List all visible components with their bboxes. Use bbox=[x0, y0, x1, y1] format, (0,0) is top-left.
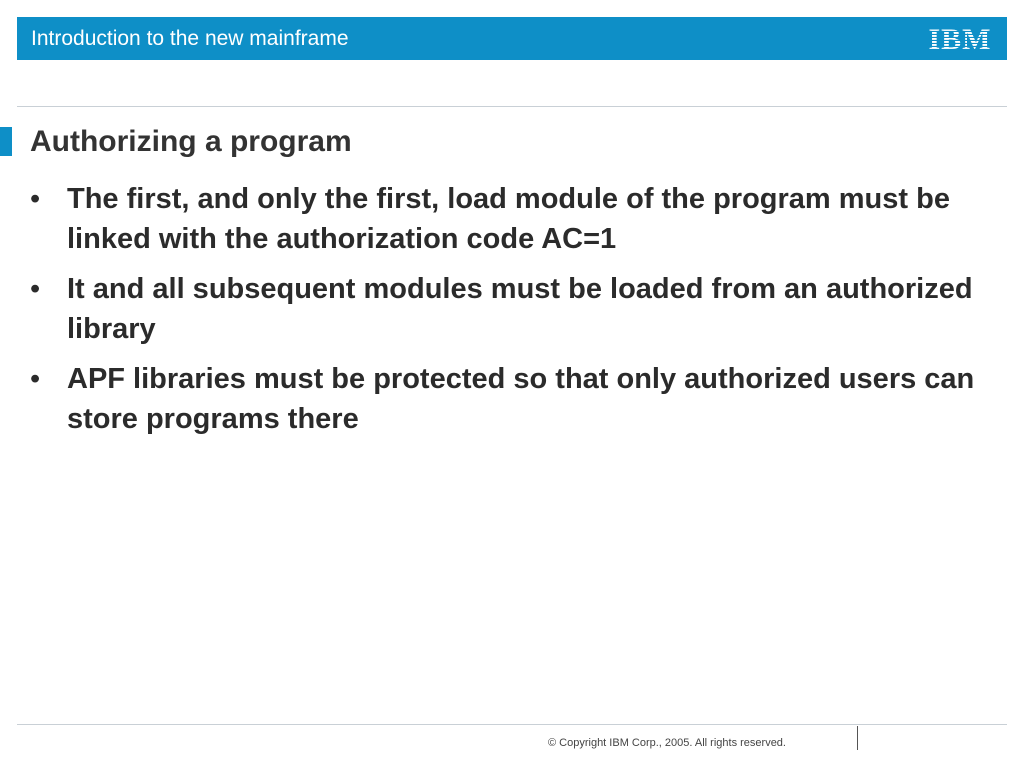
bullet-marker: • bbox=[30, 363, 41, 395]
footer-divider bbox=[857, 726, 858, 750]
title-accent-bar bbox=[0, 127, 12, 156]
bullet-list bbox=[30, 179, 990, 449]
bullet-marker: • bbox=[30, 183, 41, 215]
bullet-item bbox=[30, 269, 990, 349]
slide-title: Authorizing a program bbox=[30, 125, 352, 158]
bullet-item bbox=[30, 359, 990, 439]
bullet-text: APF libraries must be protected so that only authorized users can store programs there bbox=[67, 363, 975, 435]
copyright-notice: © Copyright IBM Corp., 2005. All rights reserved. bbox=[548, 737, 786, 749]
svg-text:IBM: IBM bbox=[928, 23, 992, 53]
bullet-item bbox=[30, 179, 990, 259]
bottom-divider bbox=[17, 724, 1007, 725]
bullet-text: It and all subsequent modules must be loaded from an authorized library bbox=[67, 273, 973, 345]
bullet-marker: • bbox=[30, 273, 41, 305]
top-divider bbox=[17, 106, 1007, 107]
ibm-logo bbox=[927, 23, 993, 53]
header-bar bbox=[17, 17, 1007, 60]
bullet-text: The first, and only the first, load module of the program must be linked with the authorization code AC=1 bbox=[67, 183, 950, 255]
header-title: Introduction to the new mainframe bbox=[31, 27, 349, 50]
